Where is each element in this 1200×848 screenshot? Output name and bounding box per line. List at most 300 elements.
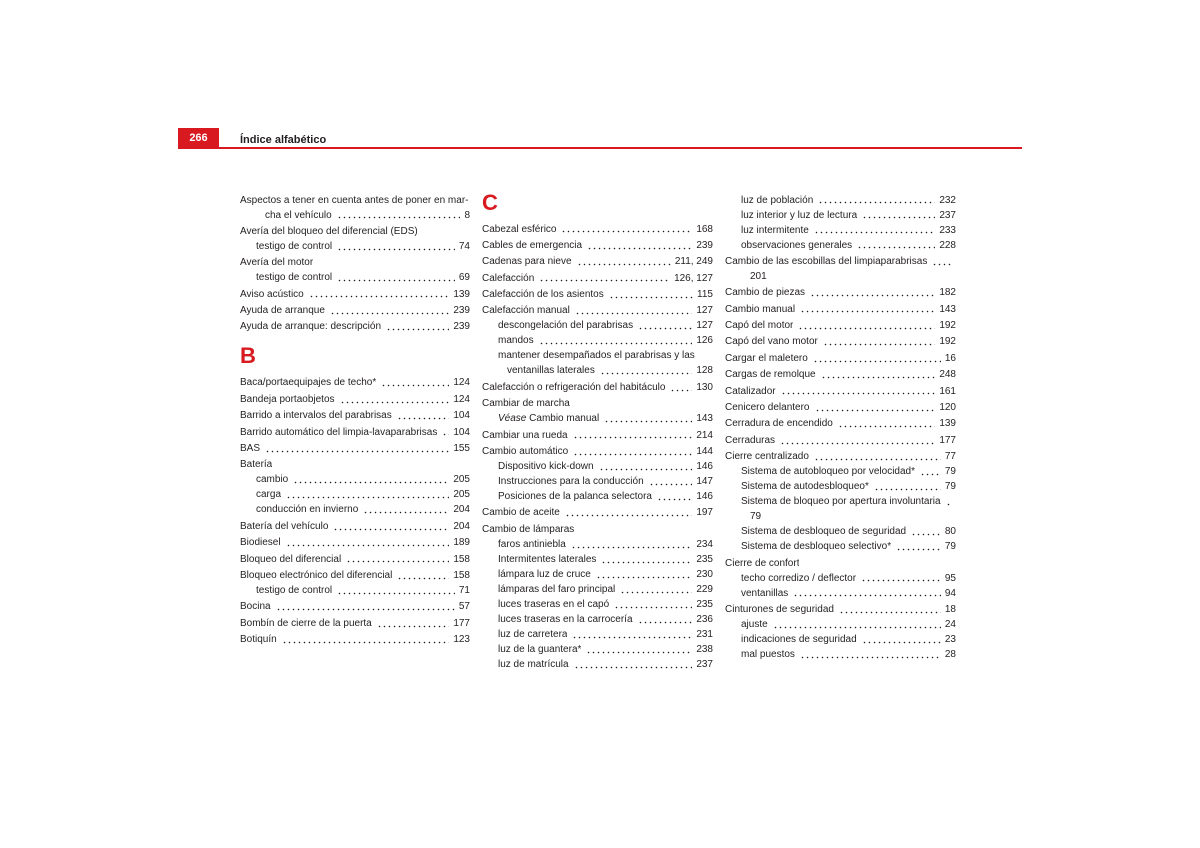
dot-leader xyxy=(793,586,941,601)
dot-leader xyxy=(838,416,935,431)
entry-term: Cambiar una rueda xyxy=(482,429,568,441)
entry-term: Sistema de desbloqueo de seguridad xyxy=(741,526,907,538)
page-title: Índice alfabético xyxy=(240,134,327,146)
index-subentry xyxy=(482,627,713,642)
entry-term: Cambiar de marcha xyxy=(482,398,570,410)
entry-term: testigo de control xyxy=(256,240,333,252)
entry-term: Aviso acústico xyxy=(240,288,304,300)
index-subentry xyxy=(482,537,713,552)
dot-leader xyxy=(397,408,450,423)
index-entry xyxy=(240,425,470,440)
entry-term: Cinturones de seguridad xyxy=(725,603,834,615)
entry-term: Capó del vano motor xyxy=(725,336,818,348)
entry-term: Bloqueo del diferencial xyxy=(240,553,342,565)
dot-leader xyxy=(381,375,449,390)
entry-page-number: 80 xyxy=(944,526,956,538)
dot-leader xyxy=(337,270,455,285)
entry-term: luz de carretera xyxy=(498,628,568,640)
entry-term: Catalizador xyxy=(725,385,776,397)
index-entry xyxy=(725,449,956,464)
dot-leader xyxy=(896,539,941,554)
entry-page-number: 168 xyxy=(696,223,713,235)
dot-leader xyxy=(601,552,692,567)
index-subentry xyxy=(725,617,956,632)
entry-page-number: 233 xyxy=(939,224,956,236)
dot-leader xyxy=(386,319,449,334)
dot-leader xyxy=(586,642,692,657)
entry-term: Cadenas para nieve xyxy=(482,256,572,268)
dot-leader xyxy=(932,254,952,269)
index-entry xyxy=(482,222,713,237)
entry-term: luz de la guantera* xyxy=(498,643,582,655)
entry-term: Ayuda de arranque: descripción xyxy=(240,321,382,333)
index-subentry xyxy=(482,582,713,597)
see-reference: Véase xyxy=(498,413,527,425)
dot-leader xyxy=(874,479,941,494)
index-entry xyxy=(240,319,470,334)
dot-leader xyxy=(818,193,935,208)
index-subentry xyxy=(482,597,713,612)
entry-page-number: 79 xyxy=(750,511,762,523)
entry-term: ajuste xyxy=(741,618,768,630)
entry-page-number: 237 xyxy=(696,658,713,670)
index-entry xyxy=(482,271,713,286)
entry-term: faros antiniebla xyxy=(498,538,566,550)
entry-term: ventanillas laterales xyxy=(507,365,595,377)
index-entry xyxy=(482,396,713,411)
dot-leader xyxy=(377,616,450,631)
index-entry xyxy=(482,303,713,318)
entry-page-number: 231 xyxy=(696,628,713,640)
entry-term: Cambio manual xyxy=(529,413,600,425)
entry-term: conducción en invierno xyxy=(256,504,359,516)
entry-term: Cambio de aceite xyxy=(482,507,560,519)
index-entry xyxy=(725,334,956,349)
entry-term: Calefacción o refrigeración del habitáculo xyxy=(482,381,666,393)
entry-term: Cierre centralizado xyxy=(725,451,809,463)
dot-leader xyxy=(638,612,693,627)
index-subentry xyxy=(482,552,713,567)
dot-leader xyxy=(814,223,936,238)
entry-page-number: 177 xyxy=(939,434,956,446)
entry-term: Cambio de las escobillas del limpiaparabrisas xyxy=(725,255,928,267)
index-entry xyxy=(725,318,956,333)
dot-leader xyxy=(620,582,692,597)
entry-page-number: 115 xyxy=(697,289,713,301)
entry-page-number: 127 xyxy=(696,320,713,332)
dot-leader xyxy=(946,494,952,509)
dot-leader xyxy=(337,239,455,254)
dot-leader xyxy=(539,271,670,286)
dot-leader xyxy=(798,318,935,333)
index-subentry xyxy=(725,647,956,662)
dot-leader xyxy=(862,632,941,647)
entry-page-number: 192 xyxy=(939,336,956,348)
index-entry xyxy=(725,416,956,431)
entry-page-number: 235 xyxy=(696,553,713,565)
entry-page-number: 139 xyxy=(453,288,470,300)
entry-term: Batería xyxy=(240,459,273,471)
entry-page-number: 155 xyxy=(453,443,470,455)
dot-leader xyxy=(604,411,692,426)
entry-term: BAS xyxy=(240,443,261,455)
dot-leader xyxy=(571,537,692,552)
entry-term: indicaciones de seguridad xyxy=(741,633,857,645)
entry-term: Cenicero delantero xyxy=(725,402,810,414)
entry-term: luz interior y luz de lectura xyxy=(741,209,858,221)
entry-page-number: 71 xyxy=(458,584,470,596)
index-entry xyxy=(725,602,956,617)
entry-page-number: 139 xyxy=(939,418,956,430)
dot-leader xyxy=(442,425,449,440)
entry-term: mandos xyxy=(498,335,534,347)
entry-term: Cambio automático xyxy=(482,446,569,458)
entry-term: Avería del motor xyxy=(240,257,314,269)
dot-leader xyxy=(649,474,693,489)
entry-term: Calefacción xyxy=(482,272,535,284)
entry-page-number: 161 xyxy=(939,385,956,397)
dot-leader xyxy=(781,384,936,399)
index-entry xyxy=(240,535,470,550)
dot-leader xyxy=(839,602,941,617)
dot-leader xyxy=(363,502,449,517)
index-entry xyxy=(725,285,956,300)
index-subentry xyxy=(240,239,470,254)
dot-leader xyxy=(861,571,941,586)
dot-leader xyxy=(600,363,692,378)
dot-leader xyxy=(337,583,455,598)
entry-page-number: 234 xyxy=(696,538,713,550)
index-entry xyxy=(482,505,713,520)
index-entry xyxy=(482,380,713,395)
index-subentry xyxy=(725,208,956,223)
index-entry xyxy=(240,375,470,390)
dot-leader xyxy=(614,597,692,612)
entry-page-number: 128 xyxy=(696,365,713,377)
entry-term: lámpara luz de cruce xyxy=(498,568,591,580)
index-entry xyxy=(725,367,956,382)
dot-leader xyxy=(814,449,941,464)
index-subentry xyxy=(482,657,713,672)
dot-leader xyxy=(577,254,671,269)
dot-leader xyxy=(337,208,461,223)
index-subentry xyxy=(482,318,713,333)
index-entry xyxy=(725,384,956,399)
index-subentry xyxy=(240,472,470,487)
index-subentry xyxy=(725,494,956,509)
index-subentry xyxy=(482,567,713,582)
entry-term: Calefacción manual xyxy=(482,305,570,317)
index-entry xyxy=(725,433,956,448)
dot-leader xyxy=(911,524,941,539)
entry-page-number: 104 xyxy=(453,426,470,438)
entry-page-number: 69 xyxy=(458,272,470,284)
dot-leader xyxy=(333,519,449,534)
entry-page-number: 74 xyxy=(458,240,470,252)
entry-page-number: 230 xyxy=(696,568,713,580)
entry-page-number: 239 xyxy=(696,239,713,251)
entry-term: luz de matrícula xyxy=(498,658,569,670)
entry-term: techo corredizo / deflector xyxy=(741,572,857,584)
entry-page-number: 77 xyxy=(944,451,956,463)
index-continuation-line xyxy=(482,363,713,378)
index-entry xyxy=(482,522,713,537)
entry-page-number: 204 xyxy=(453,504,470,516)
dot-leader xyxy=(282,632,450,647)
entry-term: Dispositivo kick-down xyxy=(498,461,594,473)
dot-leader xyxy=(293,472,449,487)
dot-leader xyxy=(330,303,449,318)
index-entry xyxy=(240,599,470,614)
entry-page-number: 201 xyxy=(750,270,767,282)
entry-term: Bandeja portaobjetos xyxy=(240,393,335,405)
index-subentry xyxy=(240,502,470,517)
index-subentry xyxy=(725,238,956,253)
entry-page-number: 205 xyxy=(453,489,470,501)
entry-term: descongelación del parabrisas xyxy=(498,320,634,332)
entry-page-number: 197 xyxy=(696,507,713,519)
entry-term: Cabezal esférico xyxy=(482,223,557,235)
header-rule xyxy=(178,147,1022,149)
index-entry xyxy=(725,351,956,366)
entry-term: Aspectos a tener en cuenta antes de poner en mar- xyxy=(240,194,469,206)
index-subentry xyxy=(240,270,470,285)
entry-page-number: 143 xyxy=(939,303,956,315)
entry-term: Baca/portaequipajes de techo* xyxy=(240,377,377,389)
entry-term: Avería del bloqueo del diferencial (EDS) xyxy=(240,225,418,237)
entry-term: Cerraduras xyxy=(725,434,776,446)
index-entry xyxy=(240,568,470,583)
dot-leader xyxy=(561,222,692,237)
entry-page-number: 130 xyxy=(696,381,713,393)
index-entry xyxy=(240,519,470,534)
index-subentry xyxy=(725,632,956,647)
index-entry xyxy=(240,255,470,270)
dot-leader xyxy=(276,599,455,614)
index-subentry xyxy=(482,348,713,363)
dot-leader xyxy=(773,617,941,632)
index-entry xyxy=(240,193,470,208)
entry-page-number: 120 xyxy=(939,402,956,414)
index-column xyxy=(725,193,956,672)
dot-leader xyxy=(810,285,935,300)
index-entry xyxy=(725,302,956,317)
index-subentry xyxy=(725,479,956,494)
entry-term: Cambio manual xyxy=(725,303,796,315)
index-continuation-line xyxy=(240,208,470,223)
entry-page-number: 205 xyxy=(453,474,470,486)
entry-page-number: 94 xyxy=(944,587,956,599)
entry-term: observaciones generales xyxy=(741,239,853,251)
index-entry xyxy=(725,254,956,269)
index-entry xyxy=(240,392,470,407)
index-subentry xyxy=(725,223,956,238)
entry-term: Barrido a intervalos del parabrisas xyxy=(240,410,392,422)
entry-term: mal puestos xyxy=(741,648,795,660)
index-subentry xyxy=(725,586,956,601)
dot-leader xyxy=(599,459,693,474)
index-letter-heading: C xyxy=(482,189,498,215)
entry-term: Botiquín xyxy=(240,634,277,646)
entry-term: Barrido automático del limpia-lavaparabrisas xyxy=(240,426,438,438)
index-entry xyxy=(482,444,713,459)
dot-leader xyxy=(800,647,941,662)
index-entry xyxy=(240,632,470,647)
entry-term: Bloqueo electrónico del diferencial xyxy=(240,569,393,581)
dot-leader xyxy=(574,657,693,672)
entry-page-number: 24 xyxy=(944,618,956,630)
entry-page-number: 239 xyxy=(453,321,470,333)
entry-page-number: 189 xyxy=(453,537,470,549)
entry-page-number: 146 xyxy=(696,491,713,503)
dot-leader xyxy=(573,444,692,459)
entry-term: Cables de emergencia xyxy=(482,239,583,251)
page-number: 266 xyxy=(178,128,219,148)
index-entry xyxy=(240,303,470,318)
entry-term: Biodiesel xyxy=(240,537,281,549)
dot-leader xyxy=(920,464,941,479)
dot-leader xyxy=(575,303,692,318)
dot-leader xyxy=(813,351,941,366)
entry-page-number: 146 xyxy=(696,461,713,473)
dot-leader xyxy=(800,302,935,317)
index-letter-heading: B xyxy=(240,343,256,369)
index-subentry xyxy=(725,539,956,554)
index-entry xyxy=(482,428,713,443)
dot-leader xyxy=(638,318,692,333)
entry-term: Batería del vehículo xyxy=(240,520,329,532)
entry-page-number: 158 xyxy=(453,553,470,565)
index-subentry xyxy=(240,487,470,502)
entry-term: cha el vehículo xyxy=(265,209,332,221)
entry-page-number: 177 xyxy=(453,617,470,629)
index-entry xyxy=(240,287,470,302)
entry-term: Sistema de bloqueo por apertura involuntaria xyxy=(741,496,941,508)
entry-page-number: 232 xyxy=(939,194,956,206)
entry-page-number: 23 xyxy=(944,633,956,645)
entry-term: Cierre de confort xyxy=(725,557,800,569)
index-subentry xyxy=(482,333,713,348)
entry-term: cambio xyxy=(256,474,289,486)
index-entry xyxy=(240,457,470,472)
entry-page-number: 239 xyxy=(453,305,470,317)
entry-page-number: 229 xyxy=(696,583,713,595)
entry-page-number: 126, 127 xyxy=(674,272,713,284)
entry-page-number: 124 xyxy=(453,393,470,405)
entry-term: testigo de control xyxy=(256,272,333,284)
entry-term: ventanillas xyxy=(741,587,789,599)
entry-page-number: 18 xyxy=(944,603,956,615)
entry-term: luz de población xyxy=(741,194,814,206)
entry-page-number: 158 xyxy=(453,569,470,581)
index-entry xyxy=(725,556,956,571)
entry-term: lámparas del faro principal xyxy=(498,583,616,595)
entry-page-number: 182 xyxy=(939,287,956,299)
entry-term: mantener desempañados el parabrisas y las xyxy=(498,350,695,362)
entry-term: Bombín de cierre de la puerta xyxy=(240,617,372,629)
entry-page-number: 95 xyxy=(944,572,956,584)
dot-leader xyxy=(596,567,692,582)
entry-page-number: 237 xyxy=(939,209,956,221)
dot-leader xyxy=(823,334,935,349)
entry-term: luces traseras en la carrocería xyxy=(498,613,633,625)
entry-term: luz intermitente xyxy=(741,224,809,236)
entry-term: Sistema de autobloqueo por velocidad* xyxy=(741,466,916,478)
dot-leader xyxy=(397,568,449,583)
entry-page-number: 79 xyxy=(944,481,956,493)
index-entry xyxy=(240,441,470,456)
index-subentry xyxy=(482,411,713,426)
entry-page-number: 123 xyxy=(453,634,470,646)
entry-page-number: 57 xyxy=(458,601,470,613)
index-entry xyxy=(240,224,470,239)
index-subentry xyxy=(482,459,713,474)
entry-page-number: 248 xyxy=(939,369,956,381)
dot-leader xyxy=(670,380,692,395)
index-subentry xyxy=(725,464,956,479)
entry-term: Cargas de remolque xyxy=(725,369,816,381)
dot-leader xyxy=(572,627,692,642)
entry-page-number: 16 xyxy=(944,352,956,364)
index-entry xyxy=(240,408,470,423)
entry-page-number: 235 xyxy=(696,598,713,610)
entry-page-number: 127 xyxy=(696,305,713,317)
index-entry xyxy=(482,238,713,253)
entry-page-number: 126 xyxy=(696,335,713,347)
index-subentry xyxy=(240,583,470,598)
dot-leader xyxy=(657,489,692,504)
entry-term: Cambio de lámparas xyxy=(482,523,575,535)
dot-leader xyxy=(309,287,450,302)
dot-leader xyxy=(857,238,935,253)
entry-term: Cambio de piezas xyxy=(725,287,806,299)
entry-term: Cerradura de encendido xyxy=(725,418,833,430)
index-subentry xyxy=(725,193,956,208)
dot-leader xyxy=(565,505,692,520)
index-continuation-line xyxy=(725,509,956,524)
dot-leader xyxy=(587,238,692,253)
index-column xyxy=(482,189,713,672)
dot-leader xyxy=(286,535,450,550)
entry-page-number: 238 xyxy=(696,643,713,655)
index-continuation-line xyxy=(725,269,956,284)
entry-term: luces traseras en el capó xyxy=(498,598,610,610)
entry-term: Sistema de desbloqueo selectivo* xyxy=(741,541,892,553)
index-entry xyxy=(240,552,470,567)
entry-term: Cargar el maletero xyxy=(725,352,808,364)
entry-page-number: 104 xyxy=(453,410,470,422)
index-entry xyxy=(240,616,470,631)
dot-leader xyxy=(286,487,449,502)
dot-leader xyxy=(340,392,450,407)
entry-page-number: 211, 249 xyxy=(674,256,713,268)
entry-term: Ayuda de arranque xyxy=(240,305,325,317)
entry-page-number: 28 xyxy=(944,648,956,660)
entry-term: Intermitentes laterales xyxy=(498,553,597,565)
index-subentry xyxy=(482,489,713,504)
dot-leader xyxy=(346,552,449,567)
dot-leader xyxy=(609,287,693,302)
entry-page-number: 143 xyxy=(696,413,713,425)
entry-term: Capó del motor xyxy=(725,320,794,332)
entry-page-number: 228 xyxy=(939,239,956,251)
entry-page-number: 79 xyxy=(944,541,956,553)
entry-page-number: 8 xyxy=(464,209,470,221)
index-column xyxy=(240,193,470,672)
entry-term: testigo de control xyxy=(256,584,333,596)
entry-term: Sistema de autodesbloqueo* xyxy=(741,481,869,493)
dot-leader xyxy=(573,428,693,443)
